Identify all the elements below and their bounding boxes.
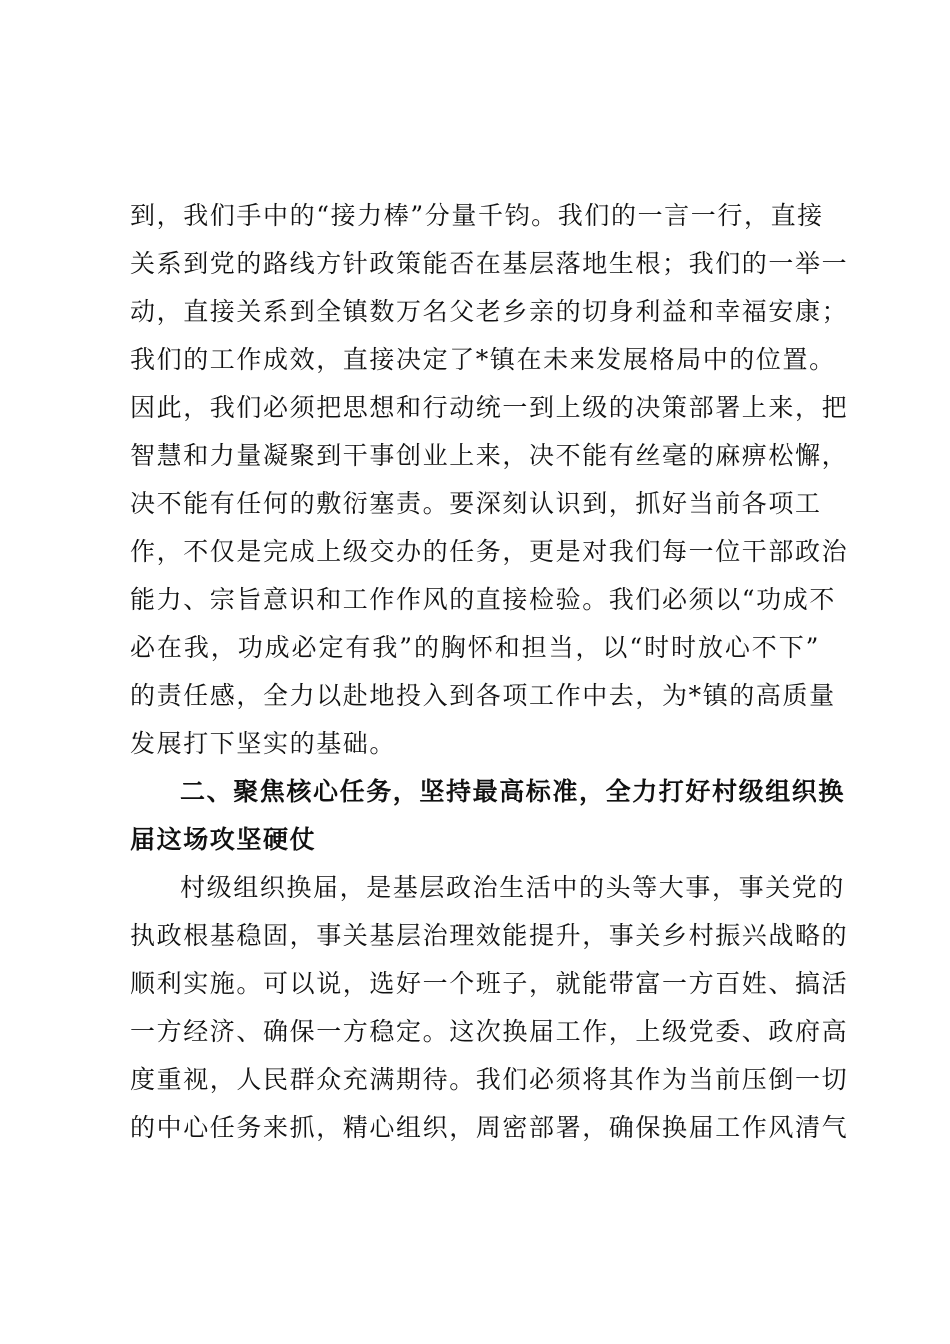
text-line: 村级组织换届，是基层政治生活中的头等大事，事关党的 [180,873,846,902]
text-line: 智慧和力量凝聚到干事创业上来，决不能有丝毫的麻痹松懈， [130,441,849,470]
text-line: 关系到党的路线方针政策能否在基层落地生根；我们的一举一 [130,249,849,278]
text-line: 一方经济、确保一方稳定。这次换届工作，上级党委、政府高 [130,1017,849,1046]
text-line: 决不能有任何的敷衍塞责。要深刻认识到，抓好当前各项工 [130,489,822,518]
text-line: 执政根基稳固，事关基层治理效能提升，事关乡村振兴战略的 [130,921,849,950]
heading-line: 届这场攻坚硬仗 [130,825,317,854]
paragraph-continuation [130,192,849,768]
text-line: 发展打下坚实的基础。 [130,729,397,758]
text-line: 能力、宗旨意识和工作作风的直接检验。我们必须以“功成不 [130,585,836,614]
text-line: 因此，我们必须把思想和行动统一到上级的决策部署上来，把 [130,393,849,422]
text-line: 度重视，人民群众充满期待。我们必须将其作为当前压倒一切 [130,1065,849,1094]
text-line: 的责任感，全力以赴地投入到各项工作中去，为*镇的高质量 [130,681,836,710]
heading-line: 二、聚焦核心任务，坚持最高标准，全力打好村级组织换 [180,777,846,806]
text-line: 我们的工作成效，直接决定了*镇在未来发展格局中的位置。 [130,345,836,374]
document-body [130,192,849,1152]
text-line: 必在我，功成必定有我”的胸怀和担当，以“时时放心不下” [130,633,820,662]
text-line: 动，直接关系到全镇数万名父老乡亲的切身利益和幸福安康； [130,297,849,326]
text-line: 顺利实施。可以说，选好一个班子，就能带富一方百姓、搞活 [130,969,849,998]
paragraph-village-election [130,864,849,1152]
section-heading [130,768,846,864]
text-line: 作，不仅是完成上级交办的任务，更是对我们每一位干部政治 [130,537,849,566]
text-line: 的中心任务来抓，精心组织，周密部署，确保换届工作风清气 [130,1113,849,1142]
text-line: 到，我们手中的“接力棒”分量千钧。我们的一言一行，直接 [130,201,824,230]
